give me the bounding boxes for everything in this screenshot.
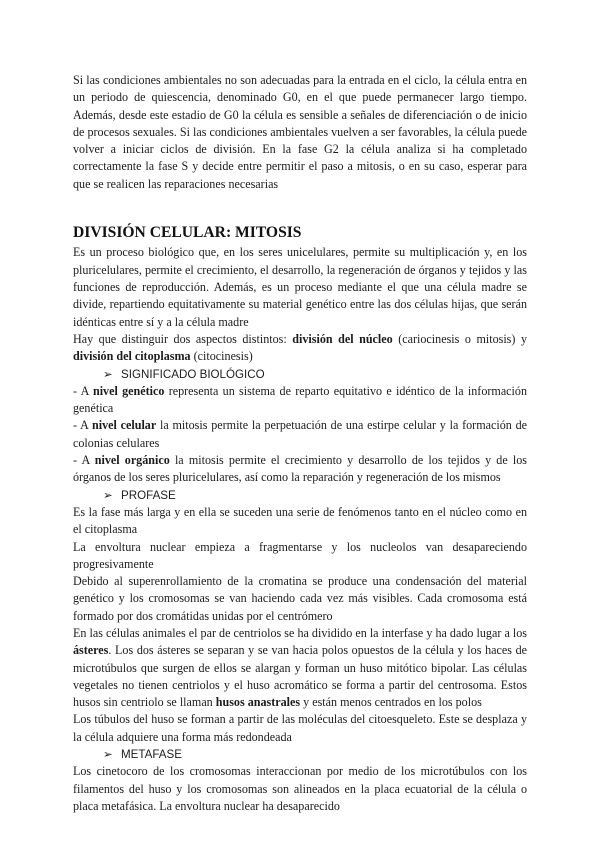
heading-profase: ➢ PROFASE bbox=[73, 487, 527, 504]
spacer bbox=[73, 193, 527, 210]
bold-term: ásteres bbox=[73, 643, 109, 658]
heading-significado-biologico: ➢ SIGNIFICADO BIOLÓGICO bbox=[73, 366, 527, 383]
list-item: - A nivel celular la mitosis permite la perpetuación de una estirpe celular y la formación de colonias celulares bbox=[73, 418, 527, 450]
mitosis-definition: Es un proceso biológico que, en los seres unicelulares, permite su multiplicación y, en los pluricelulares, permite el crecimiento, el desarrollo, la regeneración de órganos y tejidos y las funciones de reproducción. Además, es un proceso mediante el que una célula madre se divide, repartiendo equitativamente su material genético entre las dos células hijas, que serán idénticas entre sí y a la célula madre bbox=[73, 245, 527, 329]
bold-term: nivel genético bbox=[92, 383, 165, 398]
bold-term: husos anastrales bbox=[215, 695, 301, 710]
bold-term: división del citoplasma bbox=[73, 349, 191, 364]
profase-paragraph: En las células animales el par de centriolos se ha dividido en la interfase y ha dado lugar a los ásteres. Los dos ásteres se separan y se van hacia polos opuestos de la célula y los haces de microtúbulos que surgen de ellos se alargan y forman un huso mitótico bipolar. Las células vegetales no tienen centriolos y el huso acromático se forma a partir del centrosoma. Estos husos sin centriolo se llaman husos anastrales y están menos centrados en los polos bbox=[73, 626, 527, 710]
arrow-bullet-icon: ➢ bbox=[103, 367, 113, 381]
mitosis-aspects: Hay que distinguir dos aspectos distintos: división del núcleo (cariocinesis o mitosis) y división del citoplasma (citocinesis) bbox=[73, 331, 527, 364]
list-item: - A nivel orgánico la mitosis permite el crecimiento y desarrollo de los tejidos y de los órganos de los seres pluricelulares, así como la reparación y regeneración de los mismos bbox=[73, 453, 527, 485]
list-item: - A nivel genético representa un sistema de reparto equitativo e idéntico de la información genética bbox=[73, 383, 528, 416]
profase-paragraph: Los túbulos del huso se forman a partir de las moléculas del citoesqueleto. Este se desplaza y la célula adquiere una forma más redondeada bbox=[73, 712, 527, 744]
metafase-paragraph: Los cinetocoro de los cromosomas interaccionan por medio de los microtúbulos con los filamentos del huso y los cromosomas son alineados en la placa ecuatorial de la célula o placa metafásica. La envoltura nuclear ha desaparecido bbox=[73, 764, 527, 813]
arrow-bullet-icon: ➢ bbox=[103, 748, 113, 762]
profase-paragraph: Es la fase más larga y en ella se suceden una serie de fenómenos tanto en el núcleo como en el citoplasma bbox=[73, 504, 527, 537]
profase-paragraph: La envoltura nuclear empieza a fragmentarse y los nucleolos van desapareciendo progresivamente bbox=[73, 539, 527, 571]
profase-paragraph: Debido al superenrollamiento de la cromatina se produce una condensación del material genético y los cromosomas se van haciendo cada vez más visibles. Cada cromosoma está formado por dos cromátidas unidas por el centrómero bbox=[73, 574, 527, 623]
heading-metafase: ➢ METAFASE bbox=[73, 746, 527, 763]
document-page bbox=[73, 72, 527, 815]
bold-term: nivel celular bbox=[91, 418, 157, 433]
intro-paragraph: Si las condiciones ambientales no son adecuadas para la entrada en el ciclo, la célula entra en un periodo de quiescencia, denominado G0, en el que puede permanecer largo tiempo. Además, desde este estadio de G0 la célula es sensible a señales de diferenciación o de inicio de procesos sexuales. Si las condiciones ambientales vuelven a ser favorables, la célula puede volver a iniciar ciclos de división. En la fase G2 la célula analiza si ha completado correctamente la fase S y decide entre permitir el paso a mitosis, o en su caso, esperar para que se realicen las reparaciones necesarias bbox=[73, 73, 527, 191]
arrow-bullet-icon: ➢ bbox=[103, 488, 113, 502]
section-title: DIVISIÓN CELULAR: MITOSIS bbox=[73, 224, 302, 242]
bold-term: nivel orgánico bbox=[94, 453, 170, 468]
bold-term: división del núcleo bbox=[292, 331, 393, 346]
